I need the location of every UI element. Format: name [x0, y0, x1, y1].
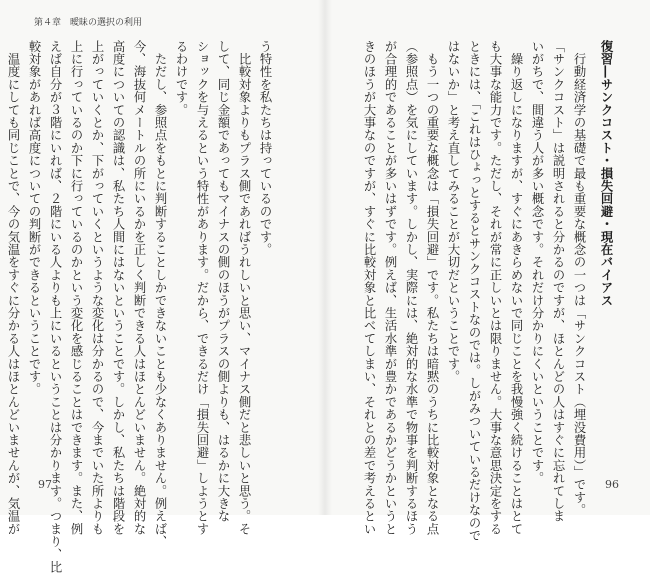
text-line: るわけです。 [174, 40, 188, 117]
text-line: 較対象があれば高度についての判断ができるということです。 [27, 40, 41, 396]
text-line: も大事な能力です。ただし、それが常に正しいとは限りません。大事な意思決定をする [488, 40, 502, 536]
text-line: 温度にしても同じことで、今の気温をすぐに分かる人はほとんどいませんが、気温が [6, 40, 20, 536]
text-line: 今、海抜何メートルの所にいるかを正しく判断できる人はほとんどいません。絶対的な [132, 40, 146, 536]
text-line: 上に行っているのか下に行っているのかという変化を感じることはできます。また、例 [69, 40, 83, 536]
running-head: 第４章 曖昧の選択の利用 [34, 18, 143, 28]
text-line: ときには、「これはひょっとするとサンクコストなのでは。しがみついているだけなので [467, 40, 481, 542]
text-line: もう一つの重要な概念は「損失回避」です。私たちは暗黙のうちに比較対象となる点 [425, 40, 439, 536]
text-line: （参照点）を気にしています。しかし、実際には、絶対的な水準で物事を判断するほう [404, 40, 418, 536]
text-line: えば自分が３階にいれば、２階にいる人よりも上にいるということは分かります。つまり、比 [48, 40, 62, 573]
text-line: 上がっていくとか、下がっていくというような変化は分かるので、今までいた所よりも [90, 40, 104, 536]
book-gutter [318, 0, 332, 515]
text-line: ただし、参照点をもとに判断することしかできないことも少なくありません。例えば、 [153, 40, 167, 548]
text-line: 高度についての認識は、私たち人間にはないということです。しかし、私たちは階段を [111, 40, 125, 536]
text-line: ショックを与えるという特性があります。だから、できるだけ「損失回避」しようとす [195, 40, 209, 536]
text-line: いがちで、間違う人が多い概念です。それだけ分かりにくいということです。 [530, 40, 544, 485]
text-line: 「サンクコスト」は説明されると分かるのですが、ほとんどの人はすぐに忘れてしま [551, 40, 565, 523]
text-line: して、同じ金額であってもマイナスの側のほうがプラスの側よりも、はるかに大きな [216, 40, 230, 523]
text-line: 繰り返しになりますが、すぐにあきらめないで同じことを我慢強く続けることはとて [509, 40, 523, 536]
text-line [0, 40, 2, 445]
page-number-left: 97 [38, 478, 52, 491]
page-number-right: 96 [605, 478, 619, 491]
text-line: う特性を私たちは持っているのです。 [258, 40, 272, 256]
right-page [325, 0, 650, 542]
text-line: きのほうが大事なのですが、すぐに比較対象と比べてしまい、それとの差で考えるとい [362, 40, 376, 536]
text-line: が合理的であることが多いはずです。例えば、生活水準が豊かであるかどうかというと [383, 40, 397, 536]
text-line: 比較対象よりもプラス側であればうれしいと思い、マイナス側だと悲しいと思う。そ [237, 40, 251, 536]
text-line: はないか」と考え直してみることが大切だということです。 [446, 40, 460, 383]
section-heading: 復習―サンクコスト・損失回避・現在バイアス [599, 40, 613, 307]
text-line: 行動経済学の基礎で最も重要な概念の一つは「サンクコスト（埋没費用）」です。 [572, 40, 586, 517]
